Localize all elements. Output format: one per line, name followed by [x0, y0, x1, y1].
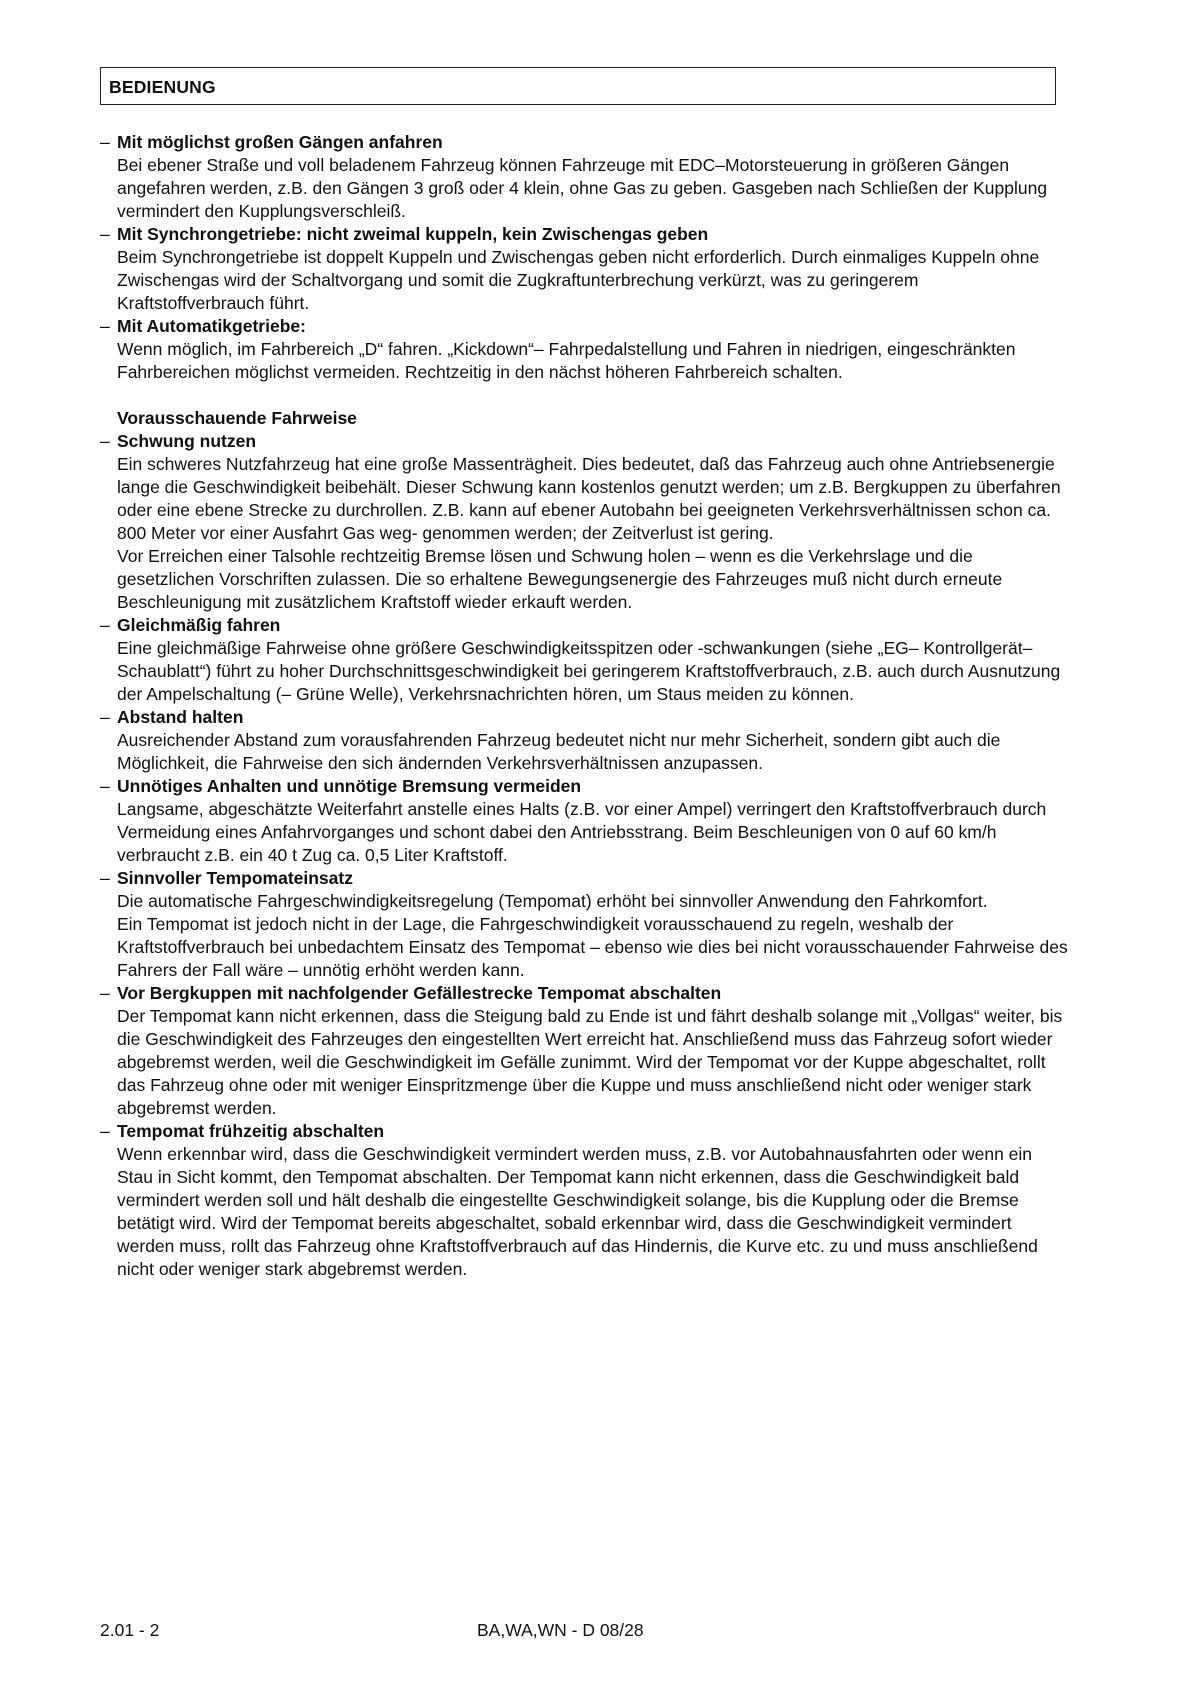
bullet-dash: –: [100, 615, 110, 635]
item-paragraph: Die automatische Fahrgeschwindigkeitsregelung (Tempomat) erhöht bei sinnvoller Anwendung den Fahrkomfort.: [117, 891, 988, 911]
document-body: [100, 131, 1070, 1281]
item-heading: Tempomat frühzeitig abschalten: [117, 1121, 385, 1141]
item-paragraph: Beim Synchrongetriebe ist doppelt Kuppeln und Zwischengas geben nicht erforderlich. Durch einmaliges Kuppeln ohne Zwischengas wird der Schaltvorgang und somit die Zugkraftunterbrechung verkürzt, was zu geringerem Kraftstoffverbrauch führt.: [117, 247, 1040, 313]
item-paragraph: Bei ebener Straße und voll beladenem Fahrzeug können Fahrzeuge mit EDC–Motorsteuerung in größeren Gängen angefahren werden, z.B. den Gängen 3 groß oder 4 klein, ohne Gas zu geben. Gasgeben nach Schließen der Kupplung vermindert den Kupplungsverschleiß.: [117, 155, 1048, 221]
item-paragraph: Der Tempomat kann nicht erkennen, dass die Steigung bald zu Ende ist und fährt deshalb solange mit „Vollgas“ weiter, bis die Geschwindigkeit des Fahrzeuges den eingestellten Wert erreicht hat. Anschließend muss das Fahrzeug sofort wieder abgebremst werden, weil die Geschwindigkeit im Gefälle zunimmt. Wird der Tempomat vor der Kuppe abgeschaltet, rollt das Fahrzeug ohne oder mit weniger Einspritzmenge über die Kuppe und muss anschließend nicht oder weniger stark abgebremst werden.: [117, 1006, 1063, 1118]
list-item: [100, 614, 1070, 706]
item-paragraph: Vor Erreichen einer Talsohle rechtzeitig Bremse lösen und Schwung holen – wenn es die Verkehrslage und die gesetzlichen Vorschriften zulassen. Die so erhaltene Bewegungsenergie des Fahrzeuges muß nicht durch erneute Beschleunigung mit zusätzlichem Kraftstoff wieder erkauft werden.: [117, 546, 1003, 612]
list-item: [100, 706, 1070, 775]
bullet-dash: –: [100, 431, 110, 451]
bullet-dash: –: [100, 776, 110, 796]
list-item: [100, 867, 1070, 982]
item-heading: Unnötiges Anhalten und unnötige Bremsung vermeiden: [117, 776, 582, 796]
bottom-item-list: [100, 430, 1070, 1281]
bullet-dash: –: [100, 868, 110, 888]
list-item: [100, 315, 1070, 384]
top-item-list: [100, 131, 1070, 384]
list-item: [100, 223, 1070, 315]
item-paragraph: Wenn erkennbar wird, dass die Geschwindigkeit vermindert werden muss, z.B. vor Autobahnausfahrten oder wenn ein Stau in Sicht kommt, den Tempomat abschalten. Der Tempomat kann nicht erkennen, dass die Geschwindigkeit bald vermindert werden soll und hält deshalb die eingestellte Geschwindigkeit solange, bis die Kupplung oder die Bremse betätigt wird. Wird der Tempomat bereits abgeschaltet, sobald erkennbar wird, dass die Geschwindigkeit vermindert werden muss, rollt das Fahrzeug ohne Kraftstoffverbrauch auf das Hindernis, die Kurve etc. zu und muss anschließend nicht oder weniger stark abgebremst werden.: [117, 1144, 1038, 1279]
item-paragraph: Wenn möglich, im Fahrbereich „D“ fahren. „Kickdown“– Fahrpedalstellung und Fahren in niedrigen, eingeschränkten Fahrbereichen möglichst vermeiden. Rechtzeitig in den nächst höheren Fahrbereich schalten.: [117, 339, 1016, 382]
list-item: [100, 131, 1070, 223]
item-heading: Gleichmäßig fahren: [117, 615, 281, 635]
item-heading: Mit Automatikgetriebe:: [117, 316, 306, 336]
item-paragraph: Eine gleichmäßige Fahrweise ohne größere Geschwindigkeitsspitzen oder -schwankungen (siehe „EG– Kontrollgerät–Schaublatt“) führt zu hoher Durchschnittsgeschwindigkeit bei geringerem Kraftstoffverbrauch, z.B. auch durch Ausnutzung der Ampelschaltung (– Grüne Welle), Verkehrsnachrichten hören, um Staus meiden zu können.: [117, 638, 1061, 704]
bullet-dash: –: [100, 1121, 110, 1141]
section-header-box: [100, 67, 1056, 105]
item-paragraph: Langsame, abgeschätzte Weiterfahrt anstelle eines Halts (z.B. vor einer Ampel) verringert den Kraftstoffverbrauch durch Vermeidung eines Anfahrvorganges und schont dabei den Antriebsstrang. Beim Beschleunigen von 0 auf 60 km/h verbraucht z.B. ein 40 t Zug ca. 0,5 Liter Kraftstoff.: [117, 799, 1047, 865]
document-code: BA,WA,WN - D 08/28: [477, 1620, 644, 1640]
page-number: 2.01 - 2: [100, 1620, 160, 1640]
list-item: [100, 1120, 1070, 1281]
list-item: [100, 982, 1070, 1120]
item-heading: Vor Bergkuppen mit nachfolgender Gefällestrecke Tempomat abschalten: [117, 983, 722, 1003]
section-heading: Vorausschauende Fahrweise: [117, 408, 357, 428]
item-heading: Abstand halten: [117, 707, 244, 727]
list-item: [100, 775, 1070, 867]
item-paragraph: Ausreichender Abstand zum vorausfahrenden Fahrzeug bedeutet nicht nur mehr Sicherheit, sondern gibt auch die Möglichkeit, die Fahrweise den sich ändernden Verkehrsverhältnissen anzupassen.: [117, 730, 1001, 773]
bullet-dash: –: [100, 132, 110, 152]
section-gap: [100, 384, 1070, 407]
list-item: [100, 430, 1070, 614]
item-heading: Mit Synchrongetriebe: nicht zweimal kuppeln, kein Zwischengas geben: [117, 224, 709, 244]
item-heading: Mit möglichst großen Gängen anfahren: [117, 132, 443, 152]
item-heading: Schwung nutzen: [117, 431, 257, 451]
item-paragraph: Ein schweres Nutzfahrzeug hat eine große Massenträgheit. Dies bedeutet, daß das Fahrzeug auch ohne Antriebsenergie lange die Geschwindigkeit beibehält. Dieser Schwung kann kostenlos genutzt werden; um z.B. Bergkuppen zu überfahren oder eine ebene Strecke zu durchrollen. Z.B. kann auf ebener Autobahn bei geeigneten Verkehrsverhältnissen schon ca. 800 Meter vor einer Ausfahrt Gas weg- genommen werden; der Zeitverlust ist gering.: [117, 454, 1061, 543]
bullet-dash: –: [100, 224, 110, 244]
bullet-dash: –: [100, 316, 110, 336]
item-paragraph: Ein Tempomat ist jedoch nicht in der Lage, die Fahrgeschwindigkeit vorausschauend zu regeln, weshalb der Kraftstoffverbrauch bei unbedachtem Einsatz des Tempomat – ebenso wie dies bei nicht vorausschauender Fahrweise des Fahrers der Fall wäre – unnötig erhöht werden kann.: [117, 914, 1068, 980]
bullet-dash: –: [100, 707, 110, 727]
section-header-title: BEDIENUNG: [109, 77, 216, 97]
bullet-dash: –: [100, 983, 110, 1003]
item-heading: Sinnvoller Tempomateinsatz: [117, 868, 353, 888]
